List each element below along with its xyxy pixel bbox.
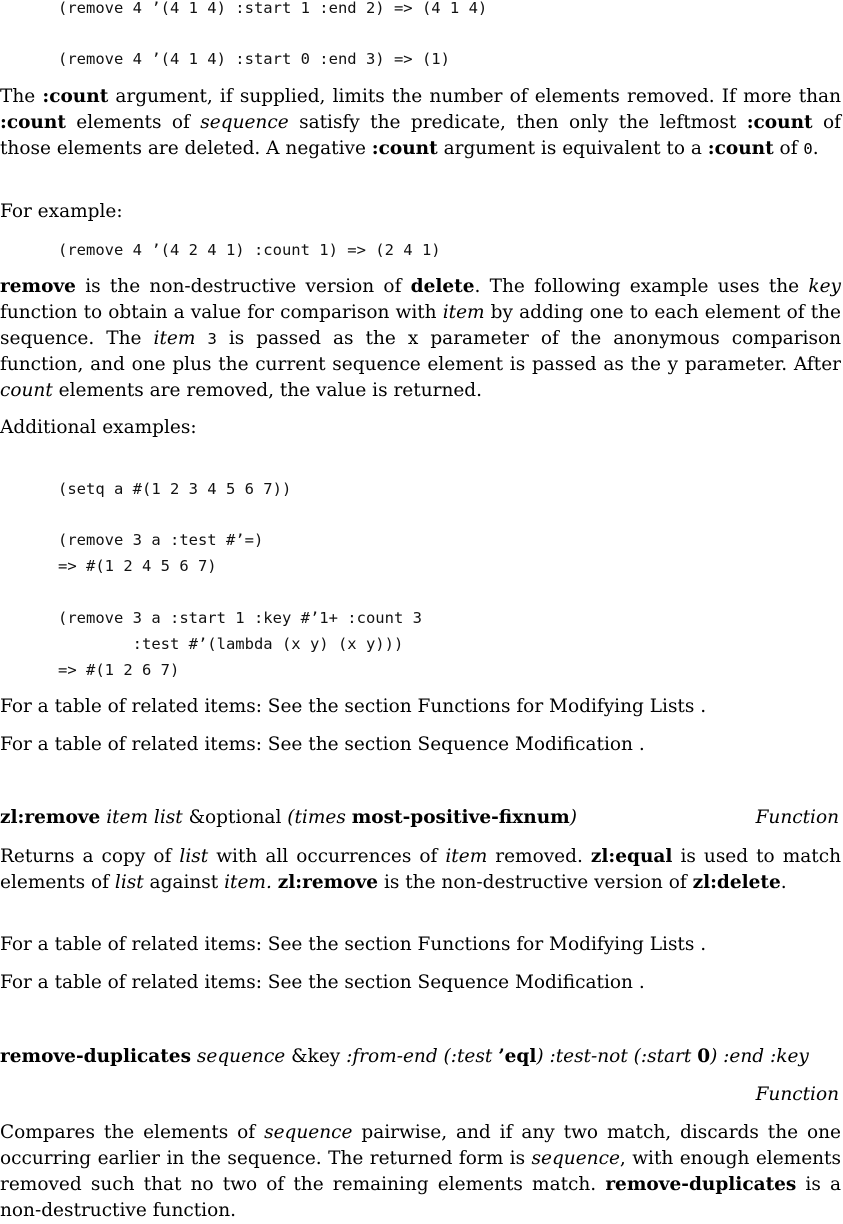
remove-description-paragraph: remove is the non-destructive version of delete. The following example uses the key function to obtain a value for comparison with item by adding one to each element of the sequence. The item 3 is passed as the x parameter of the anonymous comparison function, and one plus the current sequence element is passed as the y parameter. After count elements are removed, the value is returned.: [0, 276, 842, 401]
count-paragraph: The :count argument, if supplied, limits the number of elements removed. If more than :count elements of sequence satisfy the predicate, then only the leftmost :count of those elements are deleted. A negative :count argument is equivalent to a :count of 0.: [0, 86, 841, 159]
code-example-remove-start-0: (remove 4 ’(4 1 4) :start 0 :end 3) => (1): [58, 50, 450, 68]
link-sequence-modification[interactable]: Sequence Modification: [417, 734, 633, 755]
related-items-sequence: For a table of related items: See the section Sequence Modification .: [0, 734, 645, 755]
code-example-remove-start-1: (remove 4 ’(4 1 4) :start 1 :end 2) => (4 1 4): [58, 0, 488, 17]
for-example-label: For example:: [0, 201, 123, 222]
remove-duplicates-kind: Function: [755, 1084, 839, 1105]
code-result-2: => #(1 2 6 7): [58, 661, 180, 679]
code-remove-lambda: :test #’(lambda (x y) (x y))): [58, 635, 404, 653]
zl-remove-kind: Function: [755, 807, 839, 828]
link-functions-for-modifying-lists[interactable]: Functions for Modifying Lists: [417, 696, 695, 717]
zl-remove-signature: zl:remove item list &optional (times most-positive-fixnum) Function: [0, 805, 841, 831]
related-items-lists: For a table of related items: See the section Functions for Modifying Lists .: [0, 696, 707, 717]
code-example-remove-count: (remove 4 ’(4 2 4 1) :count 1) => (2 4 1): [58, 241, 441, 259]
zl-related-items-lists: For a table of related items: See the section Functions for Modifying Lists .: [0, 934, 707, 955]
code-result-1: => #(1 2 4 5 6 7): [58, 557, 217, 575]
zl-related-items-sequence: For a table of related items: See the section Sequence Modification .: [0, 972, 645, 993]
link-functions-for-modifying-lists-2[interactable]: Functions for Modifying Lists: [417, 934, 695, 955]
code-remove-key: (remove 3 a :start 1 :key #’1+ :count 3: [58, 609, 422, 627]
code-remove-test: (remove 3 a :test #’=): [58, 531, 264, 549]
link-sequence-modification-2[interactable]: Sequence Modification: [417, 972, 633, 993]
code-setq: (setq a #(1 2 3 4 5 6 7)): [58, 480, 292, 498]
remove-duplicates-signature: remove-duplicates sequence &key :from-end (:test ’eql) :test-not (:start 0) :end :key: [0, 1046, 809, 1067]
remove-duplicates-paragraph: Compares the elements of sequence pairwise, and if any two match, discards the one occurring earlier in the sequence. The returned form is sequence, with enough elements removed such that no two of the remaining elements match. remove-duplicates is a non-destructive function.: [0, 1122, 841, 1221]
zl-remove-paragraph: Returns a copy of list with all occurrences of item removed. zl:equal is used to match elements of list against item. zl:remove is the non-destructive version of zl:delete.: [0, 846, 842, 893]
additional-examples-label: Additional examples:: [0, 417, 197, 438]
